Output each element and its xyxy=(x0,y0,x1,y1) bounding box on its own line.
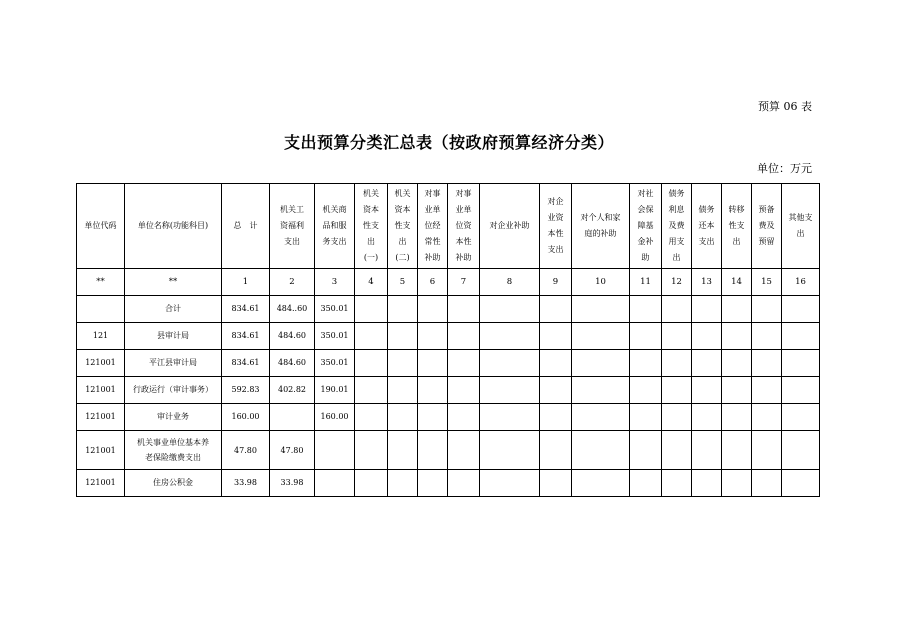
empty-cell xyxy=(752,350,782,377)
empty-cell xyxy=(355,377,388,404)
column-header: 对社 会保 障基 金补 助 xyxy=(630,184,662,269)
empty-cell xyxy=(480,350,540,377)
column-index-row xyxy=(77,269,820,296)
unit-code-cell: 121 xyxy=(77,323,125,350)
column-index: ** xyxy=(77,269,125,296)
goods-services-cell: 350.01 xyxy=(315,350,355,377)
empty-cell xyxy=(448,404,480,431)
column-header: 机关工 资福利 支出 xyxy=(270,184,315,269)
unit-name-cell: 审计业务 xyxy=(125,404,222,431)
empty-cell xyxy=(448,296,480,323)
column-header: 其他支 出 xyxy=(782,184,820,269)
goods-services-cell: 350.01 xyxy=(315,296,355,323)
column-header: 单位名称(功能科目) xyxy=(125,184,222,269)
unit-name-cell: 机关事业单位基本养 老保险缴费支出 xyxy=(125,431,222,470)
column-header: 对事 业单 位经 常性 补助 xyxy=(418,184,448,269)
column-header: 转移 性支 出 xyxy=(722,184,752,269)
empty-cell xyxy=(782,323,820,350)
empty-cell xyxy=(782,404,820,431)
empty-cell xyxy=(540,404,572,431)
column-index: 6 xyxy=(418,269,448,296)
wage-welfare-cell: 47.80 xyxy=(270,431,315,470)
empty-cell xyxy=(782,470,820,497)
empty-cell xyxy=(782,431,820,470)
empty-cell xyxy=(572,296,630,323)
table-row xyxy=(77,404,820,431)
empty-cell xyxy=(448,350,480,377)
empty-cell xyxy=(572,431,630,470)
empty-cell xyxy=(572,350,630,377)
goods-services-cell: 350.01 xyxy=(315,323,355,350)
empty-cell xyxy=(722,470,752,497)
empty-cell xyxy=(355,323,388,350)
column-header: 对事 业单 位资 本性 补助 xyxy=(448,184,480,269)
empty-cell xyxy=(480,323,540,350)
goods-services-cell xyxy=(315,431,355,470)
empty-cell xyxy=(630,431,662,470)
form-number: 预算 06 表 xyxy=(758,100,812,113)
unit-code-cell xyxy=(77,296,125,323)
empty-cell xyxy=(662,404,692,431)
empty-cell xyxy=(388,323,418,350)
empty-cell xyxy=(388,404,418,431)
wage-welfare-cell: 484..60 xyxy=(270,296,315,323)
column-header: 机关 资本 性支 出 (一) xyxy=(355,184,388,269)
column-header: 对企业补助 xyxy=(480,184,540,269)
empty-cell xyxy=(692,350,722,377)
unit-name-cell: 行政运行（审计事务） xyxy=(125,377,222,404)
empty-cell xyxy=(722,404,752,431)
page-title: 支出预算分类汇总表（按政府预算经济分类） xyxy=(283,133,614,152)
table-row xyxy=(77,350,820,377)
column-header: 总 计 xyxy=(222,184,270,269)
column-index: 13 xyxy=(692,269,722,296)
empty-cell xyxy=(692,296,722,323)
column-index: 16 xyxy=(782,269,820,296)
empty-cell xyxy=(662,296,692,323)
table-row xyxy=(77,323,820,350)
column-index: 10 xyxy=(572,269,630,296)
empty-cell xyxy=(692,431,722,470)
empty-cell xyxy=(572,470,630,497)
total-cell: 592.83 xyxy=(222,377,270,404)
wage-welfare-cell: 484.60 xyxy=(270,323,315,350)
empty-cell xyxy=(448,377,480,404)
empty-cell xyxy=(630,404,662,431)
goods-services-cell xyxy=(315,470,355,497)
empty-cell xyxy=(752,431,782,470)
column-header: 机关 资本 性支 出 (二) xyxy=(388,184,418,269)
budget-table xyxy=(76,183,820,497)
column-header: 对企 业资 本性 支出 xyxy=(540,184,572,269)
column-index: 3 xyxy=(315,269,355,296)
empty-cell xyxy=(480,431,540,470)
empty-cell xyxy=(355,470,388,497)
empty-cell xyxy=(692,404,722,431)
empty-cell xyxy=(540,470,572,497)
unit-name-cell: 合计 xyxy=(125,296,222,323)
empty-cell xyxy=(752,404,782,431)
column-header: 预备 费及 预留 xyxy=(752,184,782,269)
unit-name-cell: 平江县审计局 xyxy=(125,350,222,377)
unit-name-cell: 住房公积金 xyxy=(125,470,222,497)
empty-cell xyxy=(752,377,782,404)
empty-cell xyxy=(752,470,782,497)
wage-welfare-cell: 484.60 xyxy=(270,350,315,377)
empty-cell xyxy=(782,377,820,404)
table-row xyxy=(77,431,820,470)
column-index: 14 xyxy=(722,269,752,296)
column-header: 债务 利息 及费 用支 出 xyxy=(662,184,692,269)
empty-cell xyxy=(540,296,572,323)
empty-cell xyxy=(752,296,782,323)
empty-cell xyxy=(355,350,388,377)
header-row xyxy=(77,184,820,269)
column-index: 4 xyxy=(355,269,388,296)
empty-cell xyxy=(418,470,448,497)
total-cell: 47.80 xyxy=(222,431,270,470)
column-index: ** xyxy=(125,269,222,296)
column-index: 11 xyxy=(630,269,662,296)
empty-cell xyxy=(722,323,752,350)
empty-cell xyxy=(630,470,662,497)
empty-cell xyxy=(540,431,572,470)
empty-cell xyxy=(722,377,752,404)
empty-cell xyxy=(355,431,388,470)
unit-code-cell: 121001 xyxy=(77,377,125,404)
empty-cell xyxy=(388,431,418,470)
empty-cell xyxy=(722,431,752,470)
empty-cell xyxy=(480,377,540,404)
unit-code-cell: 121001 xyxy=(77,431,125,470)
empty-cell xyxy=(540,350,572,377)
wage-welfare-cell: 402.82 xyxy=(270,377,315,404)
empty-cell xyxy=(388,470,418,497)
total-cell: 834.61 xyxy=(222,296,270,323)
empty-cell xyxy=(692,323,722,350)
empty-cell xyxy=(662,377,692,404)
unit-name-cell: 县审计局 xyxy=(125,323,222,350)
empty-cell xyxy=(418,296,448,323)
empty-cell xyxy=(418,377,448,404)
column-header: 对个人和家 庭的补助 xyxy=(572,184,630,269)
empty-cell xyxy=(480,470,540,497)
empty-cell xyxy=(782,350,820,377)
empty-cell xyxy=(418,404,448,431)
empty-cell xyxy=(418,350,448,377)
empty-cell xyxy=(662,323,692,350)
empty-cell xyxy=(480,404,540,431)
column-index: 5 xyxy=(388,269,418,296)
total-cell: 33.98 xyxy=(222,470,270,497)
column-index: 8 xyxy=(480,269,540,296)
column-index: 1 xyxy=(222,269,270,296)
goods-services-cell: 160.00 xyxy=(315,404,355,431)
column-header: 机关商 品和服 务支出 xyxy=(315,184,355,269)
unit-code-cell: 121001 xyxy=(77,404,125,431)
total-cell: 160.00 xyxy=(222,404,270,431)
wage-welfare-cell: 33.98 xyxy=(270,470,315,497)
column-index: 12 xyxy=(662,269,692,296)
table-row xyxy=(77,470,820,497)
empty-cell xyxy=(540,323,572,350)
empty-cell xyxy=(572,323,630,350)
wage-welfare-cell xyxy=(270,404,315,431)
empty-cell xyxy=(388,350,418,377)
total-cell: 834.61 xyxy=(222,323,270,350)
column-index: 15 xyxy=(752,269,782,296)
empty-cell xyxy=(355,296,388,323)
empty-cell xyxy=(418,431,448,470)
empty-cell xyxy=(662,350,692,377)
empty-cell xyxy=(388,296,418,323)
empty-cell xyxy=(630,323,662,350)
empty-cell xyxy=(722,350,752,377)
empty-cell xyxy=(448,323,480,350)
unit-code-cell: 121001 xyxy=(77,470,125,497)
column-header: 单位代码 xyxy=(77,184,125,269)
empty-cell xyxy=(752,323,782,350)
total-cell: 834.61 xyxy=(222,350,270,377)
column-index: 7 xyxy=(448,269,480,296)
empty-cell xyxy=(782,296,820,323)
column-index: 9 xyxy=(540,269,572,296)
column-index: 2 xyxy=(270,269,315,296)
empty-cell xyxy=(448,431,480,470)
empty-cell xyxy=(355,404,388,431)
unit-code-cell: 121001 xyxy=(77,350,125,377)
empty-cell xyxy=(662,470,692,497)
empty-cell xyxy=(480,296,540,323)
empty-cell xyxy=(448,470,480,497)
empty-cell xyxy=(630,350,662,377)
empty-cell xyxy=(722,296,752,323)
empty-cell xyxy=(630,377,662,404)
empty-cell xyxy=(388,377,418,404)
empty-cell xyxy=(662,431,692,470)
column-header: 债务 还本 支出 xyxy=(692,184,722,269)
table-row xyxy=(77,377,820,404)
empty-cell xyxy=(630,296,662,323)
empty-cell xyxy=(418,323,448,350)
unit-label: 单位：万元 xyxy=(757,162,812,175)
table-row xyxy=(77,296,820,323)
empty-cell xyxy=(540,377,572,404)
empty-cell xyxy=(692,470,722,497)
empty-cell xyxy=(572,404,630,431)
goods-services-cell: 190.01 xyxy=(315,377,355,404)
empty-cell xyxy=(572,377,630,404)
empty-cell xyxy=(692,377,722,404)
